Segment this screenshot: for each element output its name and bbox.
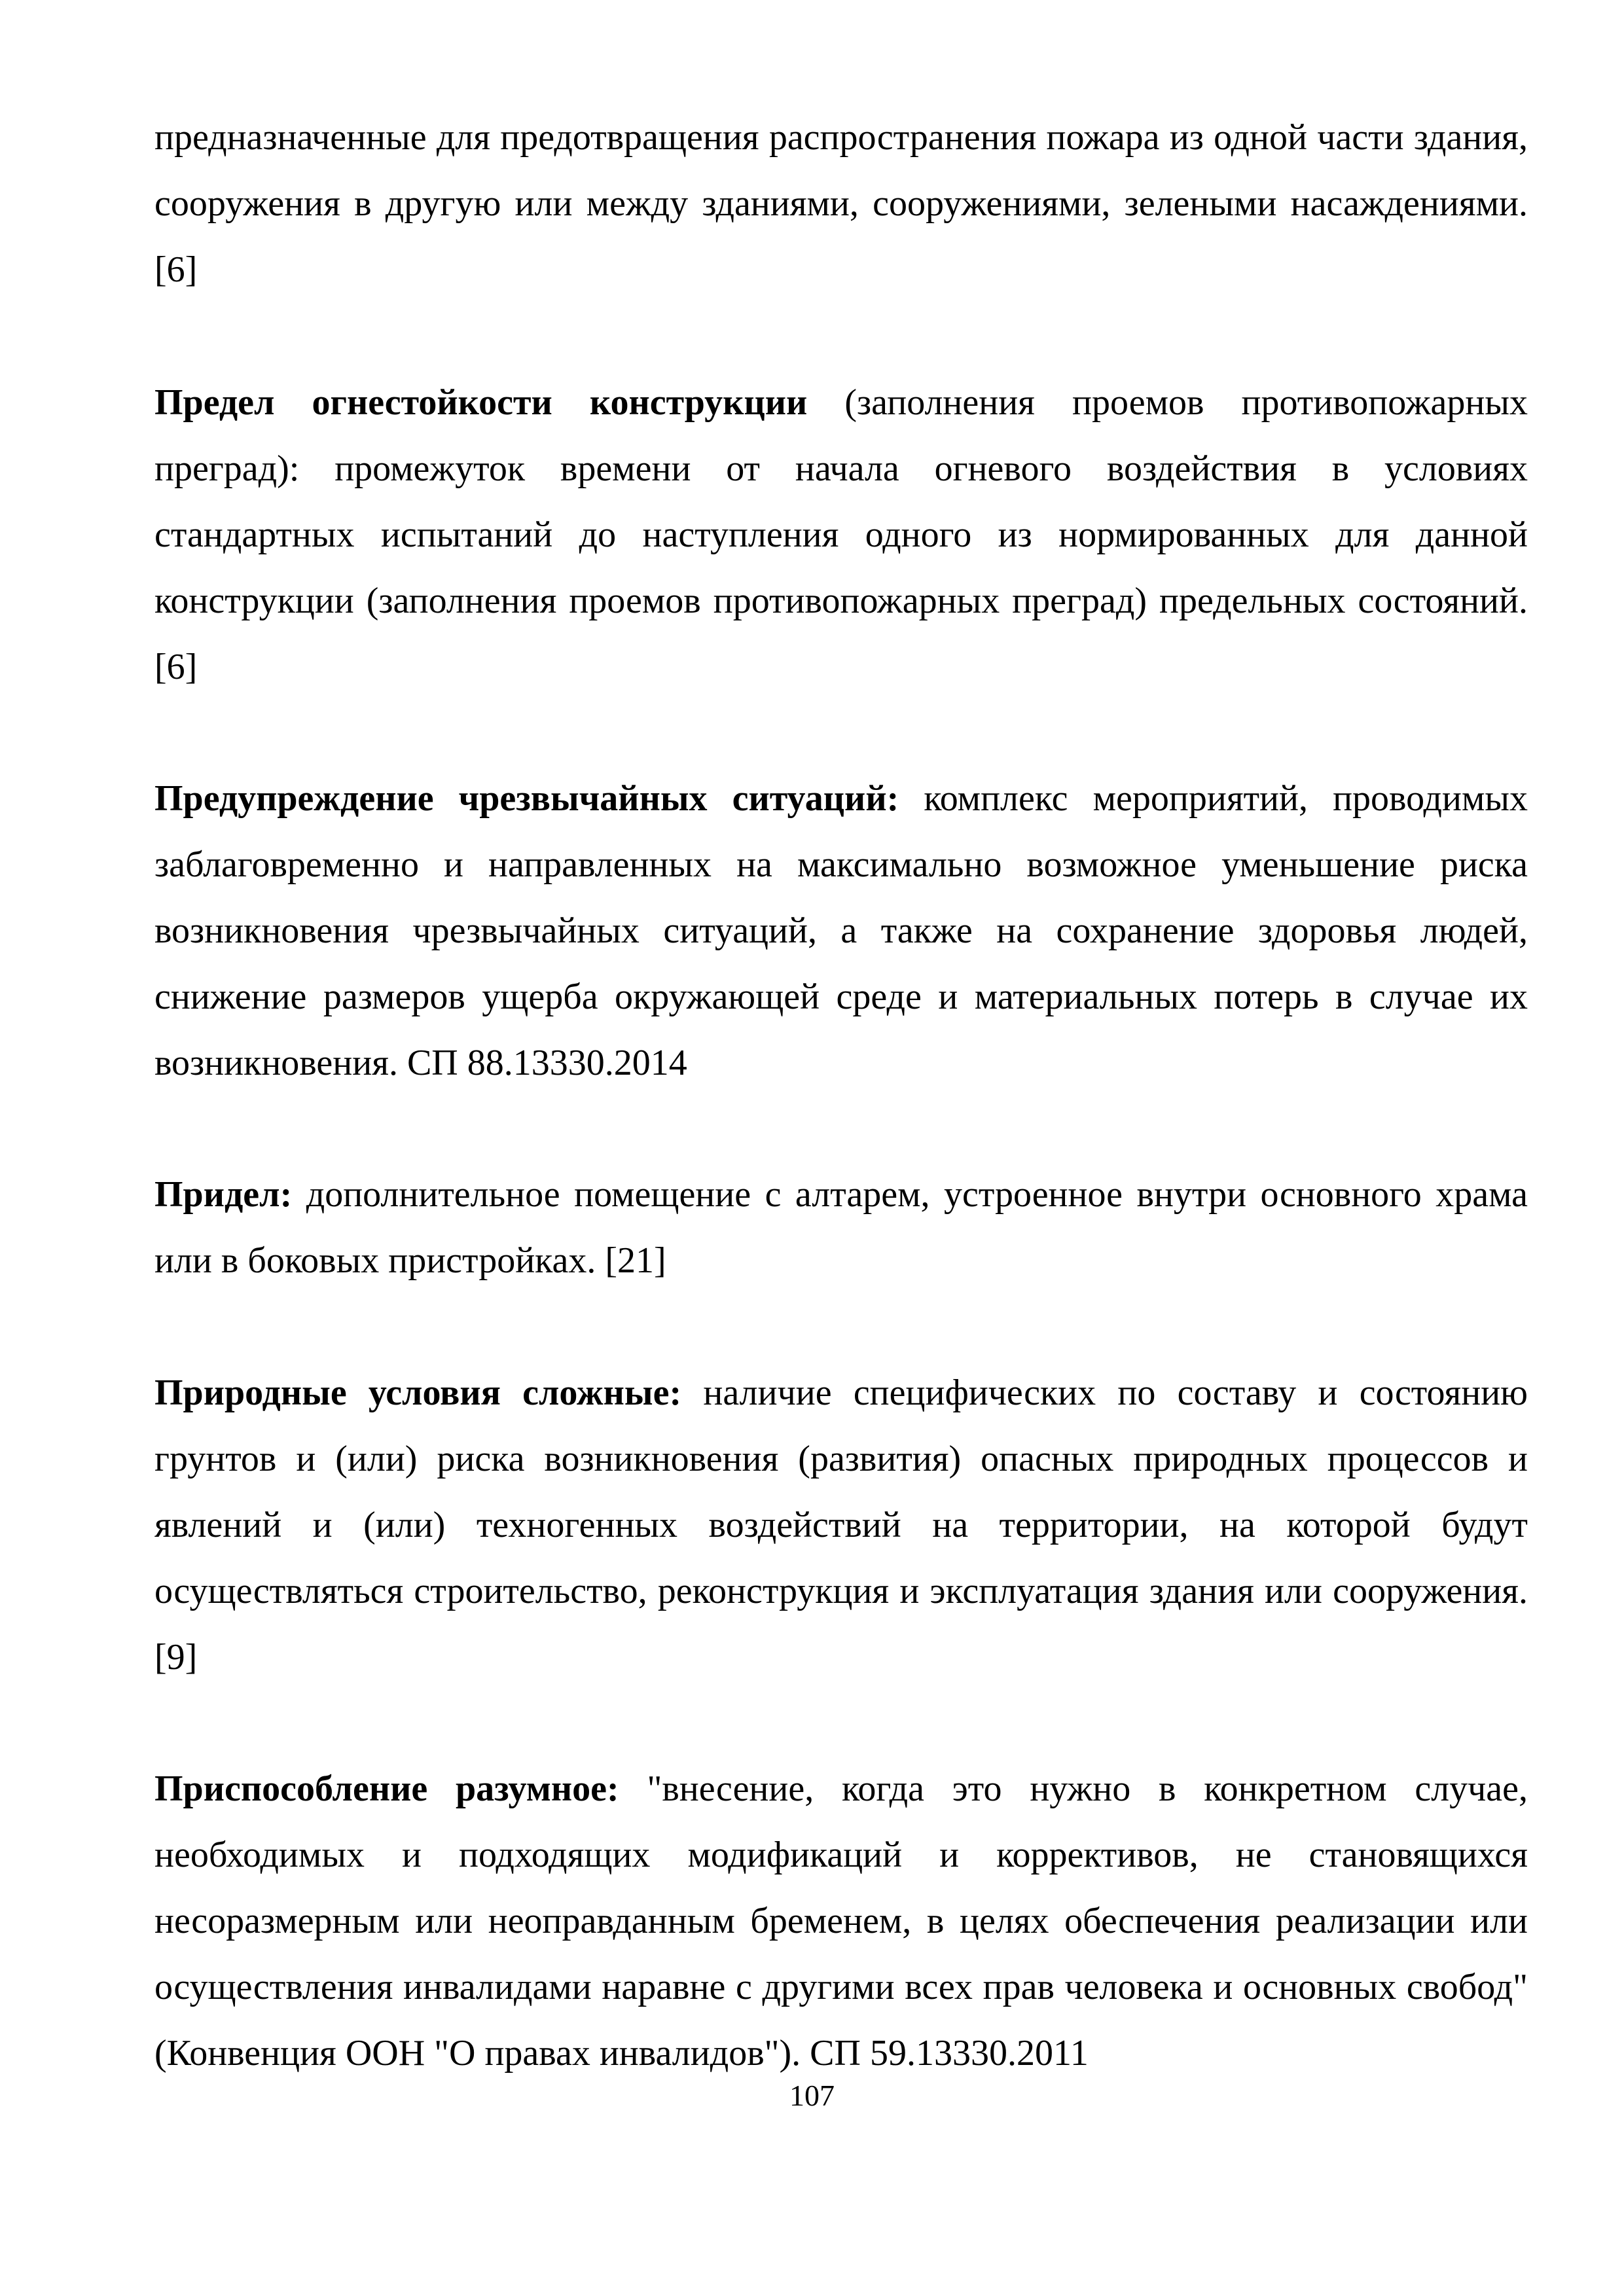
entry-term: Приспособление разумное: — [154, 1768, 619, 1809]
entry-term: Придел: — [154, 1174, 293, 1215]
entry-definition: "внесение, когда это нужно в конкретном случае, необходимых и подходящих модификаций и коррективов, не становящихся несоразмерным или неоправданным бременем, в целях обеспечения реализации или осуществления инвалидами наравне с другими всех прав человека и основных свобод" (Конвенция ООН "О правах инвалидов"). СП 59.13330.2011 — [154, 1768, 1528, 2073]
glossary-entry-reasonable-accommodation — [154, 1756, 1528, 2087]
continuation-paragraph: предназначенные для предотвращения распространения пожара из одной части здания, сооружения в другую или между зданиями, сооружениями, зелеными насаждениями. [6] — [154, 117, 1528, 290]
entry-term: Предупреждение чрезвычайных ситуаций: — [154, 778, 899, 819]
entry-definition: дополнительное помещение с алтарем, устроенное внутри основного храма или в боковых пристройках. [21] — [154, 1174, 1528, 1281]
entry-definition: (заполнения проемов противопожарных преград): промежуток времени от начала огневого воздействия в условиях стандартных испытаний до наступления одного из нормированных для данной конструкции (заполнения проемов противопожарных преград) предельных состояний. [6] — [154, 382, 1528, 687]
glossary-entry-complex-natural-conditions — [154, 1360, 1528, 1691]
entry-definition: наличие специфических по составу и состоянию грунтов и (или) риска возникновения (развития) опасных природных процессов и явлений и (или) техногенных воздействий на территории, на которой будут осуществляться строительство, реконструкция и эксплуатация здания или сооружения. [9] — [154, 1372, 1528, 1677]
glossary-entry-fire-resistance — [154, 370, 1528, 700]
glossary-entry-side-chapel — [154, 1162, 1528, 1294]
entry-term: Предел огнестойкости конструкции — [154, 382, 808, 423]
glossary-entry-emergency-prevention — [154, 766, 1528, 1096]
page-number: 107 — [789, 2079, 835, 2112]
entry-definition: комплекс мероприятий, проводимых заблаговременно и направленных на максимально возможное уменьшение риска возникновения чрезвычайных ситуаций, а также на сохранение здоровья людей, снижение размеров ущерба окружающей среде и материальных потерь в случае их возникновения. СП 88.13330.2014 — [154, 778, 1528, 1083]
entry-term: Природные условия сложные: — [154, 1372, 682, 1413]
